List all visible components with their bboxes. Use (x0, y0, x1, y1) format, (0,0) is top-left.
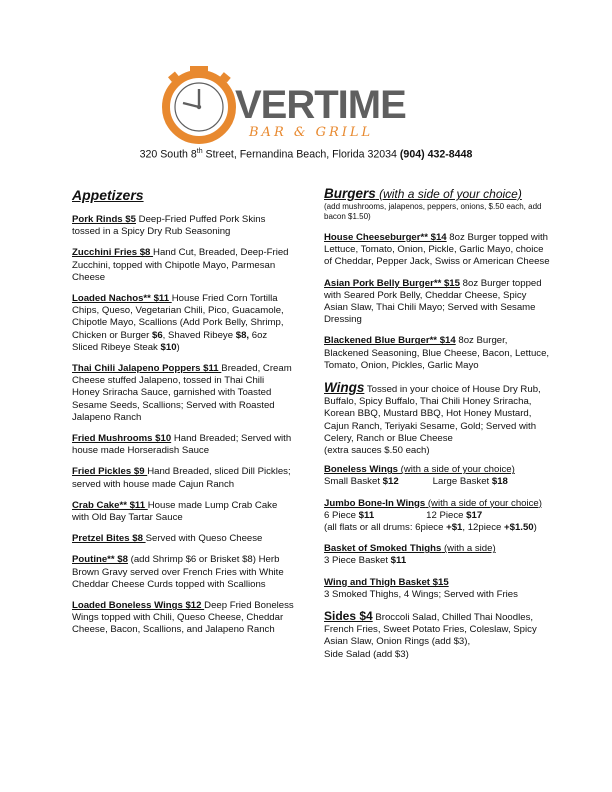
wings-extra-sauce: (extra sauces $.50 each) (324, 445, 430, 457)
boneless-wings: Boneless Wings (with a side of your choice) Small Basket $12 Large Basket $18 (324, 464, 515, 488)
wing-thigh-basket: Wing and Thigh Basket $15 3 Smoked Thighs, 4 Wings; Served with Fries (324, 576, 518, 600)
menu-item: Fried Mushrooms $10 Hand Breaded; Served with house made Horseradish Sauce (72, 433, 292, 457)
menu-item: House Cheeseburger** $14 8oz Burger topped with Lettuce, Tomato, Onion, Pickle, Garlic Mayo, choice of Cheddar, Pepper Jack, Swiss or American Cheese (324, 232, 550, 268)
menu-header (0, 64, 612, 164)
wings-section: Wings Tossed in your choice of House Dry Rub, Buffalo, Spicy Buffalo, Thai Chili Honey Sriracha, Korean BBQ, Mustard BBQ, Hot Honey Mustard, Cajun Ranch, Teriyaki Sesame, Gold; Served with Celery, Ranch or Blue Cheese (extra sauces $.50 each) (324, 380, 541, 457)
smoked-thighs: Basket of Smoked Thighs (with a side) 3 Piece Basket $11 (324, 543, 496, 567)
menu-item: Pork Rinds $5 Deep-Fried Puffed Pork Skins tossed in a Spicy Dry Rub Seasoning (72, 214, 266, 238)
menu-item: Crab Cake** $11 House made Lump Crab Cake with Old Bay Tartar Sauce (72, 499, 278, 524)
burgers-title: Burgers (with a side of your choice) (324, 186, 522, 201)
menu-item: Fried Pickles $9 Hand Breaded, sliced Dill Pickles; served with house made Cajun Ranch (72, 466, 291, 490)
menu-item: Loaded Boneless Wings $12 Deep Fried Boneless Wings topped with Chili, Queso Cheese, Cheddar Cheese, Bacon, Scallions, and Jalapeno Ranch (72, 600, 294, 636)
menu-item: Thai Chili Jalapeno Poppers $11 Breaded, Cream Cheese stuffed Jalapeno, tossed in Thai Chili Honey Sriracha Sauce, garnished with Toasted Sesame Seeds, Scallions; Served with Roasted Jalapeno Ranch (72, 363, 292, 423)
sides-section: Sides $4 Broccoli Salad, Chilled Thai Noodles, French Fries, Sweet Potato Fries, Coleslaw, Spicy Asian Slaw, Onion Rings (add $3), Side Salad (add $3) (324, 609, 537, 660)
menu-item: Poutine** $8 (add Shrimp $6 or Brisket $8) Herb Brown Gravy served over French Fries with White Cheddar Cheese Curds topped with Scallions (72, 554, 284, 590)
wings-title: Wings (324, 380, 365, 396)
menu-item: Asian Pork Belly Burger** $15 8oz Burger topped with Seared Pork Belly, Cheddar Cheese, Spicy Asian Slaw, Thai Chili Mayo; Served with Sesame Dressing (324, 277, 542, 326)
menu-item: Blackened Blue Burger** $14 8oz Burger, Blackened Seasoning, Blue Cheese, Bacon, Lettuce, Tomato, Onion, Pickles, Garlic Mayo (324, 335, 550, 371)
address-line: 320 South 8th Street, Fernandina Beach, Florida 32034 (904) 432-8448 (139, 148, 473, 161)
brand-name: VERTIME (235, 83, 406, 127)
brand-tagline: BAR & GRILL (249, 125, 374, 140)
sides-title: Sides $4 (324, 609, 373, 624)
overtime-logo (161, 64, 461, 154)
burger-addons: (add mushrooms, jalapenos, peppers, onions, $.50 each, add bacon $1.50) (324, 202, 542, 221)
jumbo-wings: Jumbo Bone-In Wings (with a side of your choice) 6 Piece $11 12 Piece $17 (all flats or all drums: 6piece +$1, 12piece +$1.50) (324, 497, 542, 534)
menu-item: Loaded Nachos** $11 House Fried Corn Tortilla Chips, Queso, Vegetarian Chili, Pico, Guacamole, Chipotle Mayo, Scallions (Add Pork Belly, Shrimp, Chicken or Burger $6, Shaved Ribeye $8, 6oz Sliced Ribeye Steak $10) (72, 293, 284, 353)
menu-item: Pretzel Bites $8 Served with Queso Cheese (72, 533, 263, 545)
appetizers-title: Appetizers (72, 187, 144, 203)
burgers-wings-column (324, 186, 550, 670)
phone-number: (904) 432-8448 (399, 148, 473, 161)
appetizers-column (72, 186, 294, 646)
menu-item: Zucchini Fries $8 Hand Cut, Breaded, Deep-Fried Zucchini, topped with Chipotle Mayo, Parmesan Cheese (72, 247, 289, 283)
